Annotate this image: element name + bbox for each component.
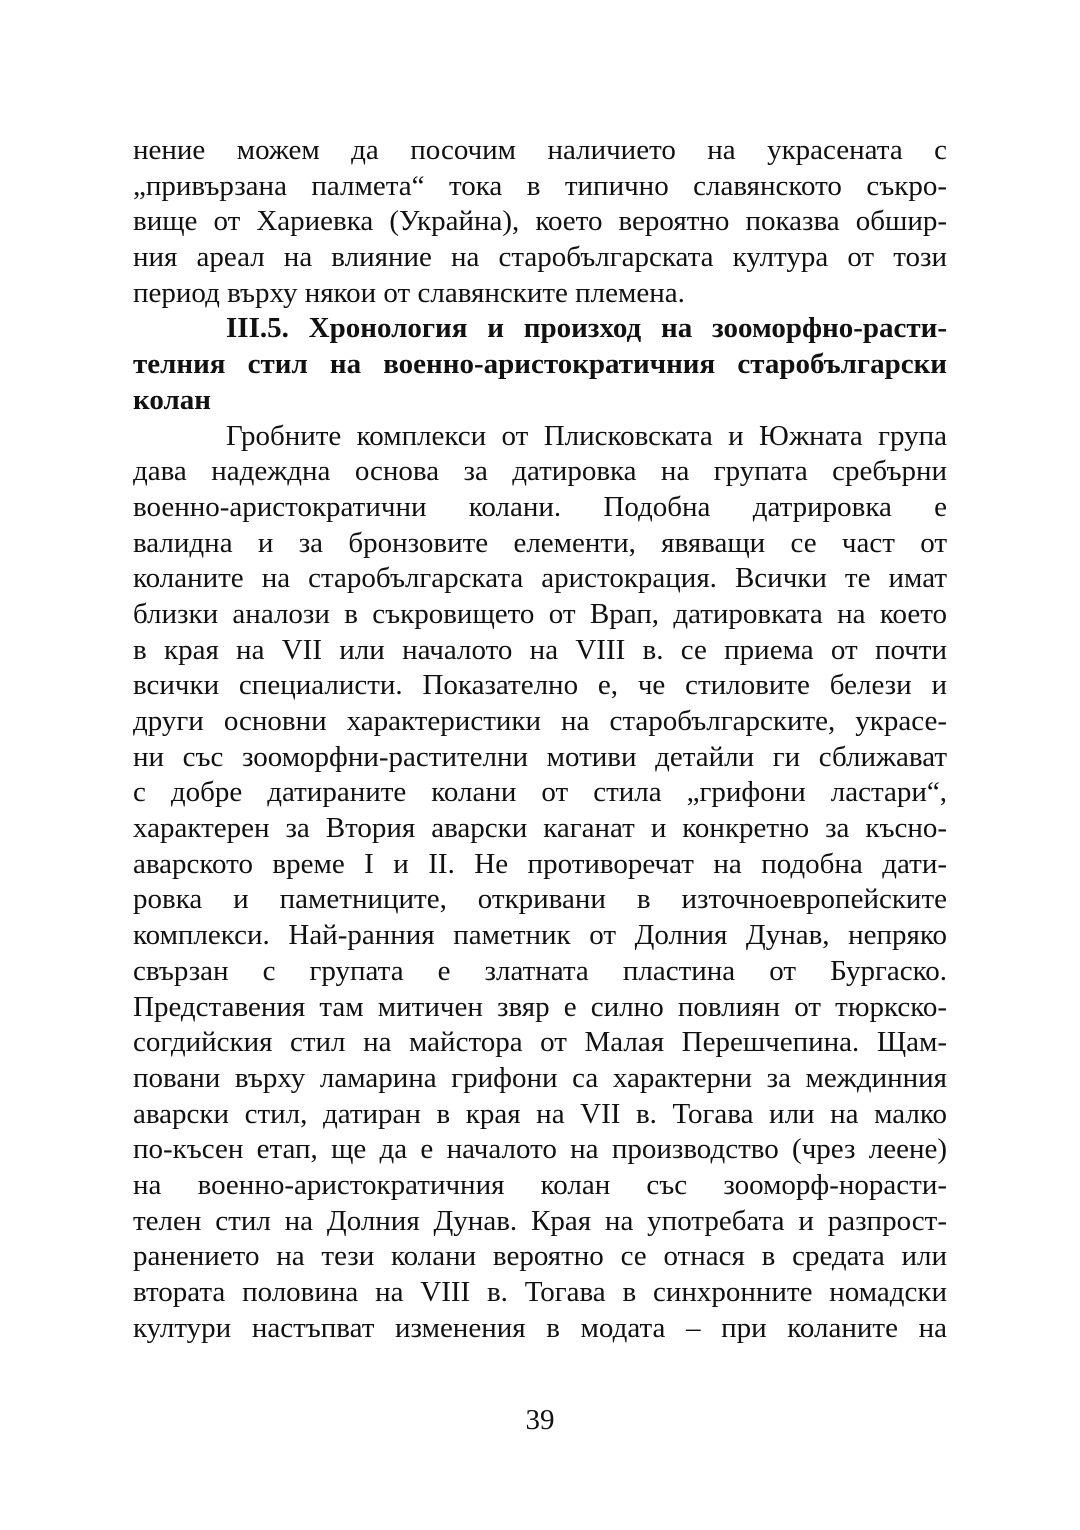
text-line: период върху някои от славянските племена.: [133, 276, 685, 309]
text-line: вище от Хариевка (Украйна), което вероятно показва обшир-: [133, 205, 947, 238]
heading-line: колан: [133, 383, 211, 416]
section-heading: [133, 311, 947, 418]
text-line: ни със зооморфни-растителни мотиви детайли ги сближават: [133, 740, 947, 773]
text-line: комплекси. Най-ранния паметник от Долния Дунав, непряко: [133, 919, 947, 952]
text-line: в края на VII или началото на VIII в. се приема от почти: [133, 633, 947, 666]
text-line: култури настъпват изменения в модата – при коланите на: [133, 1311, 947, 1344]
text-line: валидна и за бронзовите елементи, явяващи се част от: [133, 526, 947, 559]
body-paragraph: [133, 419, 947, 1347]
text-line: дава надеждна основа за датировка на групата сребърни: [133, 455, 947, 488]
text-line: военно-аристократични колани. Подобна датрировка е: [133, 490, 947, 523]
text-line: ния ареал на влияние на старобългарската култура от този: [133, 241, 947, 274]
text-line: Представения там митичен звяр е силно повлиян от тюркско-: [133, 990, 947, 1023]
text-line: на военно-аристократичния колан със зооморф-норасти-: [133, 1168, 947, 1201]
text-line: нение можем да посочим наличието на украсената с: [133, 134, 947, 166]
text-line: аварското време I и II. Не противоречат на подобна дати-: [133, 847, 947, 880]
heading-line: телния стил на военно-аристократичния старобългарски: [133, 348, 947, 381]
text-line: с добре датираните колани от стила „грифони ластари“,: [133, 776, 947, 809]
text-line: близки аналози в съкровището от Врап, датировката на което: [133, 597, 947, 630]
text-line: други основни характеристики на старобългарските, украсе-: [133, 705, 947, 737]
text-line: Гробните комплекси от Плисковската и Южната група: [226, 419, 947, 452]
text-line: ранението на тези колани вероятно се отнася в средата или: [133, 1240, 947, 1273]
text-line: втората половина на VIII в. Тогава в синхронните номадски: [133, 1276, 947, 1308]
text-line: ровка и паметниците, откривани в източноевропейските: [133, 883, 947, 916]
intro-paragraph: [133, 133, 947, 311]
text-line: телен стил на Долния Дунав. Края на употребата и разпрост-: [133, 1204, 947, 1237]
text-line: согдийския стил на майстора от Малая Перешчепина. Щам-: [133, 1026, 947, 1059]
text-line: свързан с групата е златната пластина от Бургаско.: [133, 954, 947, 987]
page-text: [133, 133, 947, 1346]
text-line: коланите на старобългарската аристокрация. Всички те имат: [133, 562, 947, 595]
text-line: повани върху ламарина грифони са характерни за междинния: [133, 1061, 947, 1094]
text-line: аварски стил, датиран в края на VII в. Тогава или на малко: [133, 1097, 947, 1130]
heading-line: III.5. Хронология и произход на зооморфно-расти-: [226, 312, 947, 345]
text-line: по-късен етап, ще да е началото на производство (чрез леене): [133, 1133, 947, 1166]
text-line: характерен за Втория аварски каганат и конкретно за късно-: [133, 812, 947, 845]
text-line: всички специалисти. Показателно е, че стиловите белези и: [133, 669, 947, 702]
page-number: 39: [525, 1404, 555, 1436]
text-line: „привързана палмета“ тока в типично славянското съкро-: [133, 169, 947, 202]
